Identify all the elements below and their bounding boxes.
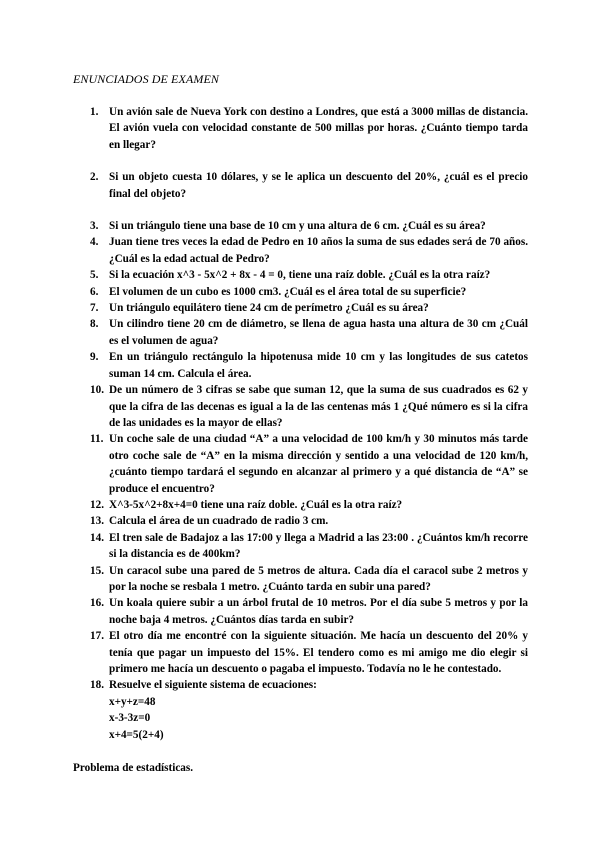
question-text: Calcula el área de un cuadrado de radio 3 cm. bbox=[109, 515, 329, 528]
question-list bbox=[90, 104, 528, 743]
question-item bbox=[90, 284, 528, 300]
question-number: 5. bbox=[90, 269, 99, 282]
equation-line: x+4=5(2+4) bbox=[109, 728, 164, 741]
question-item bbox=[90, 349, 528, 382]
question-number: 14. bbox=[90, 531, 104, 544]
question-number: 1. bbox=[90, 106, 99, 118]
question-item bbox=[90, 677, 528, 743]
question-item bbox=[90, 382, 528, 431]
question-item bbox=[90, 267, 528, 283]
question-number: 7. bbox=[90, 302, 99, 315]
question-text: Un avión sale de Nueva York con destino a Londres, que está a 3000 millas de distancia. El avión vuela con velocidad constante de 500 millas por horas. ¿Cuánto tiempo tarda en llegar? bbox=[109, 106, 528, 151]
question-text: X^3-5x^2+8x+4=0 tiene una raíz doble. ¿Cuál es la otra raíz? bbox=[109, 498, 403, 511]
question-number: 15. bbox=[90, 564, 104, 577]
equation-line: x-3-3z=0 bbox=[109, 712, 151, 725]
question-text: Un triángulo equilátero tiene 24 cm de perímetro ¿Cuál es su área? bbox=[109, 302, 429, 315]
question-text: Un caracol sube una pared de 5 metros de altura. Cada día el caracol sube 2 metros y por la noche se resbala 1 metro. ¿Cuánto tarda en subir una pared? bbox=[109, 564, 528, 593]
question-text: Un cilindro tiene 20 cm de diámetro, se llena de agua hasta una altura de 30 cm ¿Cuál es el volumen de agua? bbox=[109, 318, 528, 347]
question-item bbox=[90, 104, 528, 153]
question-text: El tren sale de Badajoz a las 17:00 y llega a Madrid a las 23:00 . ¿Cuántos km/h recorre si la distancia es de 400km? bbox=[109, 531, 528, 561]
question-number: 8. bbox=[90, 318, 99, 331]
question-item bbox=[90, 530, 528, 563]
question-item bbox=[90, 431, 528, 497]
question-number: 11. bbox=[90, 433, 104, 446]
question-number: 4. bbox=[90, 236, 99, 249]
question-item bbox=[90, 234, 528, 267]
question-text: Un koala quiere subir a un árbol frutal de 10 metros. Por el día sube 5 metros y por la noche baja 4 metros. ¿Cuántos días tarda en subir? bbox=[109, 597, 528, 626]
question-number: 13. bbox=[90, 515, 104, 528]
question-item bbox=[90, 218, 528, 234]
question-item bbox=[90, 497, 528, 513]
section-heading: Problema de estadísticas. bbox=[73, 762, 194, 774]
question-text: Resuelve el siguiente sistema de ecuaciones: bbox=[109, 679, 317, 692]
document-title: ENUNCIADOS DE EXAMEN bbox=[73, 72, 219, 86]
equation-line: x+y+z=48 bbox=[109, 695, 156, 708]
question-item bbox=[90, 563, 528, 596]
question-number: 17. bbox=[90, 630, 104, 643]
question-text: Juan tiene tres veces la edad de Pedro en 10 años la suma de sus edades será de 70 años. ¿Cuál es la edad actual de Pedro? bbox=[109, 236, 528, 265]
question-item bbox=[90, 316, 528, 349]
question-text: Si un triángulo tiene una base de 10 cm y una altura de 6 cm. ¿Cuál es su área? bbox=[109, 220, 486, 233]
question-number: 12. bbox=[90, 498, 104, 511]
question-item bbox=[90, 300, 528, 316]
question-number: 3. bbox=[90, 220, 99, 233]
question-number: 16. bbox=[90, 597, 104, 610]
question-text: En un triángulo rectángulo la hipotenusa mide 10 cm y las longitudes de sus catetos suman 14 cm. Calcula el área. bbox=[109, 351, 528, 380]
question-item bbox=[90, 595, 528, 628]
question-item bbox=[90, 169, 528, 202]
question-number: 10. bbox=[90, 384, 104, 397]
question-text: Si la ecuación x^3 - 5x^2 + 8x - 4 = 0, tiene una raíz doble. ¿Cuál es la otra raíz? bbox=[109, 269, 491, 282]
question-text: Si un objeto cuesta 10 dólares, y se le aplica un descuento del 20%, ¿cuál es el precio final del objeto? bbox=[109, 171, 528, 200]
question-text: El volumen de un cubo es 1000 cm3. ¿Cuál es el área total de su superficie? bbox=[109, 285, 467, 298]
question-number: 6. bbox=[90, 285, 99, 298]
question-number: 18. bbox=[90, 679, 104, 692]
question-number: 2. bbox=[90, 171, 99, 184]
question-item bbox=[90, 628, 528, 677]
question-text: El otro día me encontré con la siguiente situación. Me hacía un descuento del 20% y tenía que pagar un impuesto del 15%. El tendero como es mi amigo me dio elegir si primero me hacía un descuento o pagaba el impuesto. Todavía no le he contestado. bbox=[109, 630, 528, 675]
question-number: 9. bbox=[90, 351, 99, 364]
question-item bbox=[90, 513, 528, 529]
question-text: De un número de 3 cifras se sabe que suman 12, que la suma de sus cuadrados es 62 y que la cifra de las decenas es igual a la de las centenas más 1 ¿Qué número es si la cifra de las unidades es la mayor de ellas? bbox=[109, 384, 528, 429]
question-text: Un coche sale de una ciudad “A” a una velocidad de 100 km/h y 30 minutos más tarde otro coche sale de “A” en la misma dirección y sentido a una velocidad de 120 km/h, ¿cuánto tiempo tardará el segundo en alcanzar al primero y a qué distancia de “A” se produce el encuentro? bbox=[109, 433, 528, 495]
